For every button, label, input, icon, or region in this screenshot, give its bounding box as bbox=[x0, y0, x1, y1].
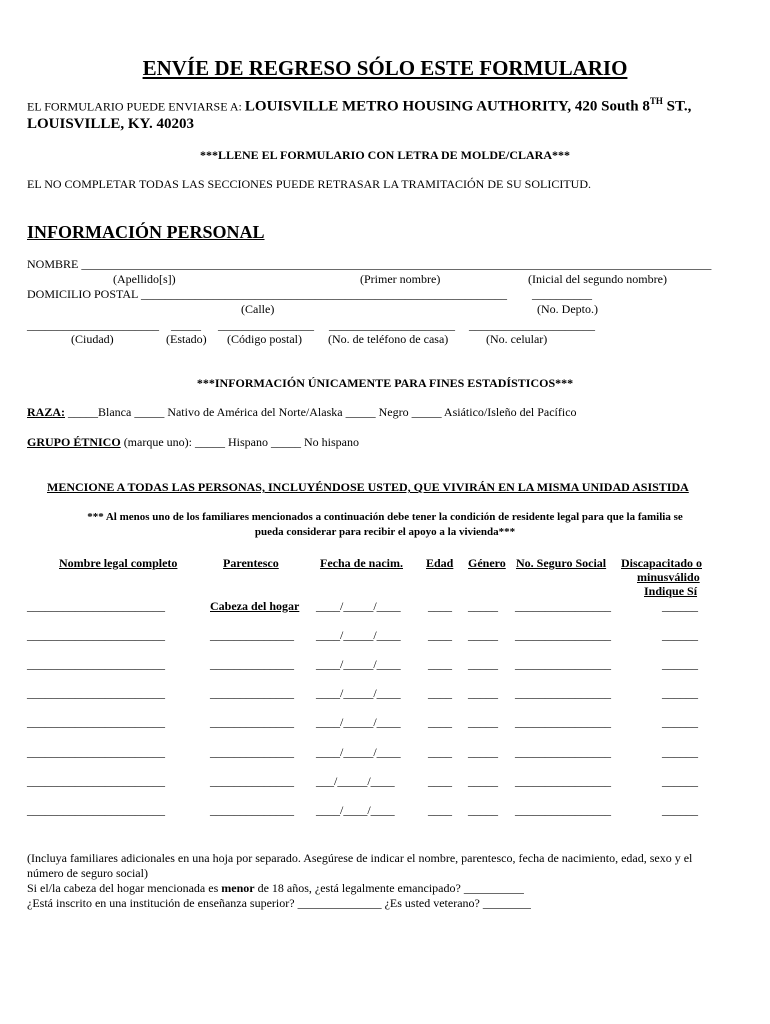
nombre-field[interactable]: _________________________________________________________________________________________________________ bbox=[81, 257, 712, 271]
row-nombre-field[interactable]: _______________________ bbox=[27, 686, 165, 701]
col-edad: Edad bbox=[426, 556, 454, 570]
row-edad-field[interactable]: ____ bbox=[428, 715, 452, 730]
row-disc-field[interactable]: ______ bbox=[662, 599, 698, 613]
row-edad-field[interactable]: ____ bbox=[428, 686, 452, 701]
row-fecha-field[interactable]: ____/_____/____ bbox=[316, 599, 401, 613]
cel-caption: (No. celular) bbox=[486, 332, 548, 346]
ciudad-field[interactable]: ______________________ bbox=[27, 318, 159, 332]
raza-options[interactable]: _____Blanca _____ Nativo de América del Norte/Alaska _____ Negro _____ Asiático/Isleño del Pacífico bbox=[65, 405, 577, 419]
domicilio-row bbox=[27, 287, 507, 302]
row-genero-field[interactable]: _____ bbox=[468, 773, 498, 788]
household-row bbox=[0, 628, 770, 646]
etnico-row bbox=[27, 435, 359, 450]
row-genero-field[interactable]: _____ bbox=[468, 657, 498, 672]
personal-heading: INFORMACIÓN PERSONAL bbox=[27, 222, 265, 242]
row-ssn-field[interactable]: ________________ bbox=[515, 628, 611, 643]
row-edad-field[interactable]: ____ bbox=[428, 744, 452, 759]
send-sup: TH bbox=[649, 96, 663, 106]
row-fecha-field[interactable]: ____/_____/____ bbox=[316, 744, 401, 759]
row-ssn-field[interactable]: ________________ bbox=[515, 599, 611, 613]
nombre-label: NOMBRE bbox=[27, 257, 79, 271]
minor-pre: Si el/la cabeza del hogar mencionada es bbox=[27, 881, 222, 895]
calle-caption: (Calle) bbox=[241, 302, 275, 316]
household-note-1: *** Al menos uno de los familiares mencionados a continuación debe tener la condición de residente legal para que la familia se bbox=[87, 511, 683, 523]
tel-field[interactable]: _____________________ bbox=[329, 318, 455, 332]
student-veteran-question[interactable]: ¿Está inscrito en una institución de enseñanza superior? ______________ ¿Es usted veterano? ________ bbox=[27, 896, 531, 910]
row-genero-field[interactable]: _____ bbox=[468, 802, 498, 817]
row-ssn-field[interactable]: ________________ bbox=[515, 802, 611, 817]
row-parentesco-field[interactable]: ______________ bbox=[210, 686, 294, 701]
row-genero-field[interactable]: _____ bbox=[468, 599, 498, 613]
row-parentesco-field[interactable]: ______________ bbox=[210, 802, 294, 817]
row-disc-field[interactable]: ______ bbox=[662, 628, 698, 643]
household-note-2: pueda considerar para recibir el apoyo a la vivienda*** bbox=[254, 526, 516, 538]
delay-warning: EL NO COMPLETAR TODAS LAS SECCIONES PUEDE RETRASAR LA TRAMITACIÓN DE SU SOLICITUD. bbox=[27, 177, 591, 191]
row-fecha-field[interactable]: ____/_____/____ bbox=[316, 628, 401, 643]
row-disc-field[interactable]: ______ bbox=[662, 715, 698, 730]
row-fecha-field[interactable]: ____/_____/____ bbox=[316, 715, 401, 730]
col-disc-2: minusválido bbox=[637, 570, 700, 584]
primer-nombre-caption: (Primer nombre) bbox=[360, 272, 441, 286]
row-edad-field[interactable]: ____ bbox=[428, 599, 452, 613]
row-parentesco-field[interactable]: ______________ bbox=[210, 744, 294, 759]
domicilio-label: DOMICILIO POSTAL bbox=[27, 287, 138, 301]
minor-bold: menor bbox=[221, 881, 255, 895]
col-nombre: Nombre legal completo bbox=[59, 556, 178, 570]
row-edad-field[interactable]: ____ bbox=[428, 773, 452, 788]
minor-question[interactable] bbox=[27, 881, 524, 896]
row-genero-field[interactable]: _____ bbox=[468, 628, 498, 643]
row-disc-field[interactable]: ______ bbox=[662, 802, 698, 817]
row-nombre-field[interactable]: _______________________ bbox=[27, 715, 165, 730]
household-row bbox=[0, 715, 770, 733]
row-fecha-field[interactable]: ___/_____/____ bbox=[316, 773, 395, 788]
household-row bbox=[0, 657, 770, 675]
depto-field[interactable]: __________ bbox=[532, 287, 592, 301]
row-nombre-field[interactable]: _______________________ bbox=[27, 657, 165, 672]
ciudad-caption: (Ciudad) bbox=[71, 332, 114, 346]
row-genero-field[interactable]: _____ bbox=[468, 715, 498, 730]
row-fecha-field[interactable]: ____/_____/____ bbox=[316, 686, 401, 701]
row-ssn-field[interactable]: ________________ bbox=[515, 715, 611, 730]
row-parentesco-field[interactable]: ______________ bbox=[210, 657, 294, 672]
row-parentesco-field[interactable]: ______________ bbox=[210, 715, 294, 730]
send-prefix: EL FORMULARIO PUEDE ENVIARSE A: bbox=[27, 99, 245, 114]
row-parentesco-field[interactable]: ______________ bbox=[210, 773, 294, 788]
footer-note-1: (Incluya familiares adicionales en una hoja por separado. Asegúrese de indicar el nombre, parentesco, fecha de nacimiento, edad, sexo y el bbox=[27, 851, 693, 865]
row-nombre-field[interactable]: _______________________ bbox=[27, 744, 165, 759]
depto-caption: (No. Depto.) bbox=[537, 302, 598, 316]
row-ssn-field[interactable]: ________________ bbox=[515, 657, 611, 672]
etnico-label: GRUPO ÉTNICO bbox=[27, 435, 121, 449]
row-nombre-field[interactable]: _______________________ bbox=[27, 628, 165, 643]
col-fecha: Fecha de nacim. bbox=[320, 556, 403, 570]
send-org: LOUISVILLE METRO HOUSING AUTHORITY, 420 South 8 bbox=[244, 98, 650, 115]
col-ssn: No. Seguro Social bbox=[516, 556, 607, 570]
row-parentesco-field[interactable]: ______________ bbox=[210, 628, 294, 643]
row-edad-field[interactable]: ____ bbox=[428, 802, 452, 817]
send-street: ST., bbox=[662, 98, 692, 115]
row-edad-field[interactable]: ____ bbox=[428, 657, 452, 672]
row-fecha-field[interactable]: ____/_____/____ bbox=[316, 657, 401, 672]
col-disc-3: Indique Sí bbox=[644, 584, 698, 598]
col-disc-1: Discapacitado o bbox=[621, 556, 702, 570]
row-genero-field[interactable]: _____ bbox=[468, 686, 498, 701]
row-disc-field[interactable]: ______ bbox=[662, 686, 698, 701]
cp-field[interactable]: ________________ bbox=[218, 318, 314, 332]
household-row bbox=[0, 745, 770, 763]
domicilio-field[interactable]: _____________________________________________________________ bbox=[140, 287, 507, 301]
send-to-line bbox=[27, 96, 691, 115]
minor-post: de 18 años, ¿está legalmente emancipado? __________ bbox=[254, 881, 524, 895]
row-parentesco-field: Cabeza del hogar bbox=[210, 599, 300, 613]
apellido-caption: (Apellido[s]) bbox=[113, 272, 176, 286]
stats-heading: ***INFORMACIÓN ÚNICAMENTE PARA FINES ESTADÍSTICOS*** bbox=[196, 376, 574, 390]
raza-label: RAZA: bbox=[27, 405, 65, 419]
etnico-options[interactable]: (marque uno): _____ Hispano _____ No hispano bbox=[120, 435, 359, 449]
row-nombre-field[interactable]: _______________________ bbox=[27, 802, 165, 817]
row-edad-field[interactable]: ____ bbox=[428, 628, 452, 643]
col-parentesco: Parentesco bbox=[223, 556, 279, 570]
household-row bbox=[0, 803, 770, 821]
household-row bbox=[0, 774, 770, 792]
household-row bbox=[0, 686, 770, 704]
print-note: ***LLENE EL FORMULARIO CON LETRA DE MOLDE/CLARA*** bbox=[199, 148, 571, 162]
estado-field[interactable]: _____ bbox=[171, 318, 201, 332]
estado-caption: (Estado) bbox=[166, 332, 207, 346]
row-fecha-field[interactable]: ____/____/____ bbox=[316, 802, 395, 817]
form-title: ENVÍE DE REGRESO SÓLO ESTE FORMULARIO bbox=[142, 56, 628, 80]
raza-row bbox=[27, 405, 577, 420]
row-genero-field[interactable]: _____ bbox=[468, 744, 498, 759]
row-ssn-field[interactable]: ________________ bbox=[515, 686, 611, 701]
row-disc-field[interactable]: ______ bbox=[662, 744, 698, 759]
row-nombre-field[interactable]: _______________________ bbox=[27, 599, 165, 613]
send-city: LOUISVILLE, KY. 40203 bbox=[27, 116, 194, 132]
row-nombre-field[interactable]: _______________________ bbox=[27, 773, 165, 788]
row-disc-field[interactable]: ______ bbox=[662, 773, 698, 788]
col-genero: Género bbox=[468, 556, 506, 570]
tel-caption: (No. de teléfono de casa) bbox=[328, 332, 449, 346]
nombre-row bbox=[27, 257, 711, 272]
inicial-caption: (Inicial del segundo nombre) bbox=[528, 272, 667, 286]
household-row bbox=[0, 599, 770, 617]
household-heading: MENCIONE A TODAS LAS PERSONAS, INCLUYÉNDOSE USTED, QUE VIVIRÁN EN LA MISMA UNIDAD ASISTIDA bbox=[47, 480, 689, 494]
row-disc-field[interactable]: ______ bbox=[662, 657, 698, 672]
footer-note-2: número de seguro social) bbox=[27, 866, 148, 880]
row-ssn-field[interactable]: ________________ bbox=[515, 744, 611, 759]
cel-field[interactable]: _____________________ bbox=[469, 318, 595, 332]
cp-caption: (Código postal) bbox=[227, 332, 302, 346]
row-ssn-field[interactable]: ________________ bbox=[515, 773, 611, 788]
